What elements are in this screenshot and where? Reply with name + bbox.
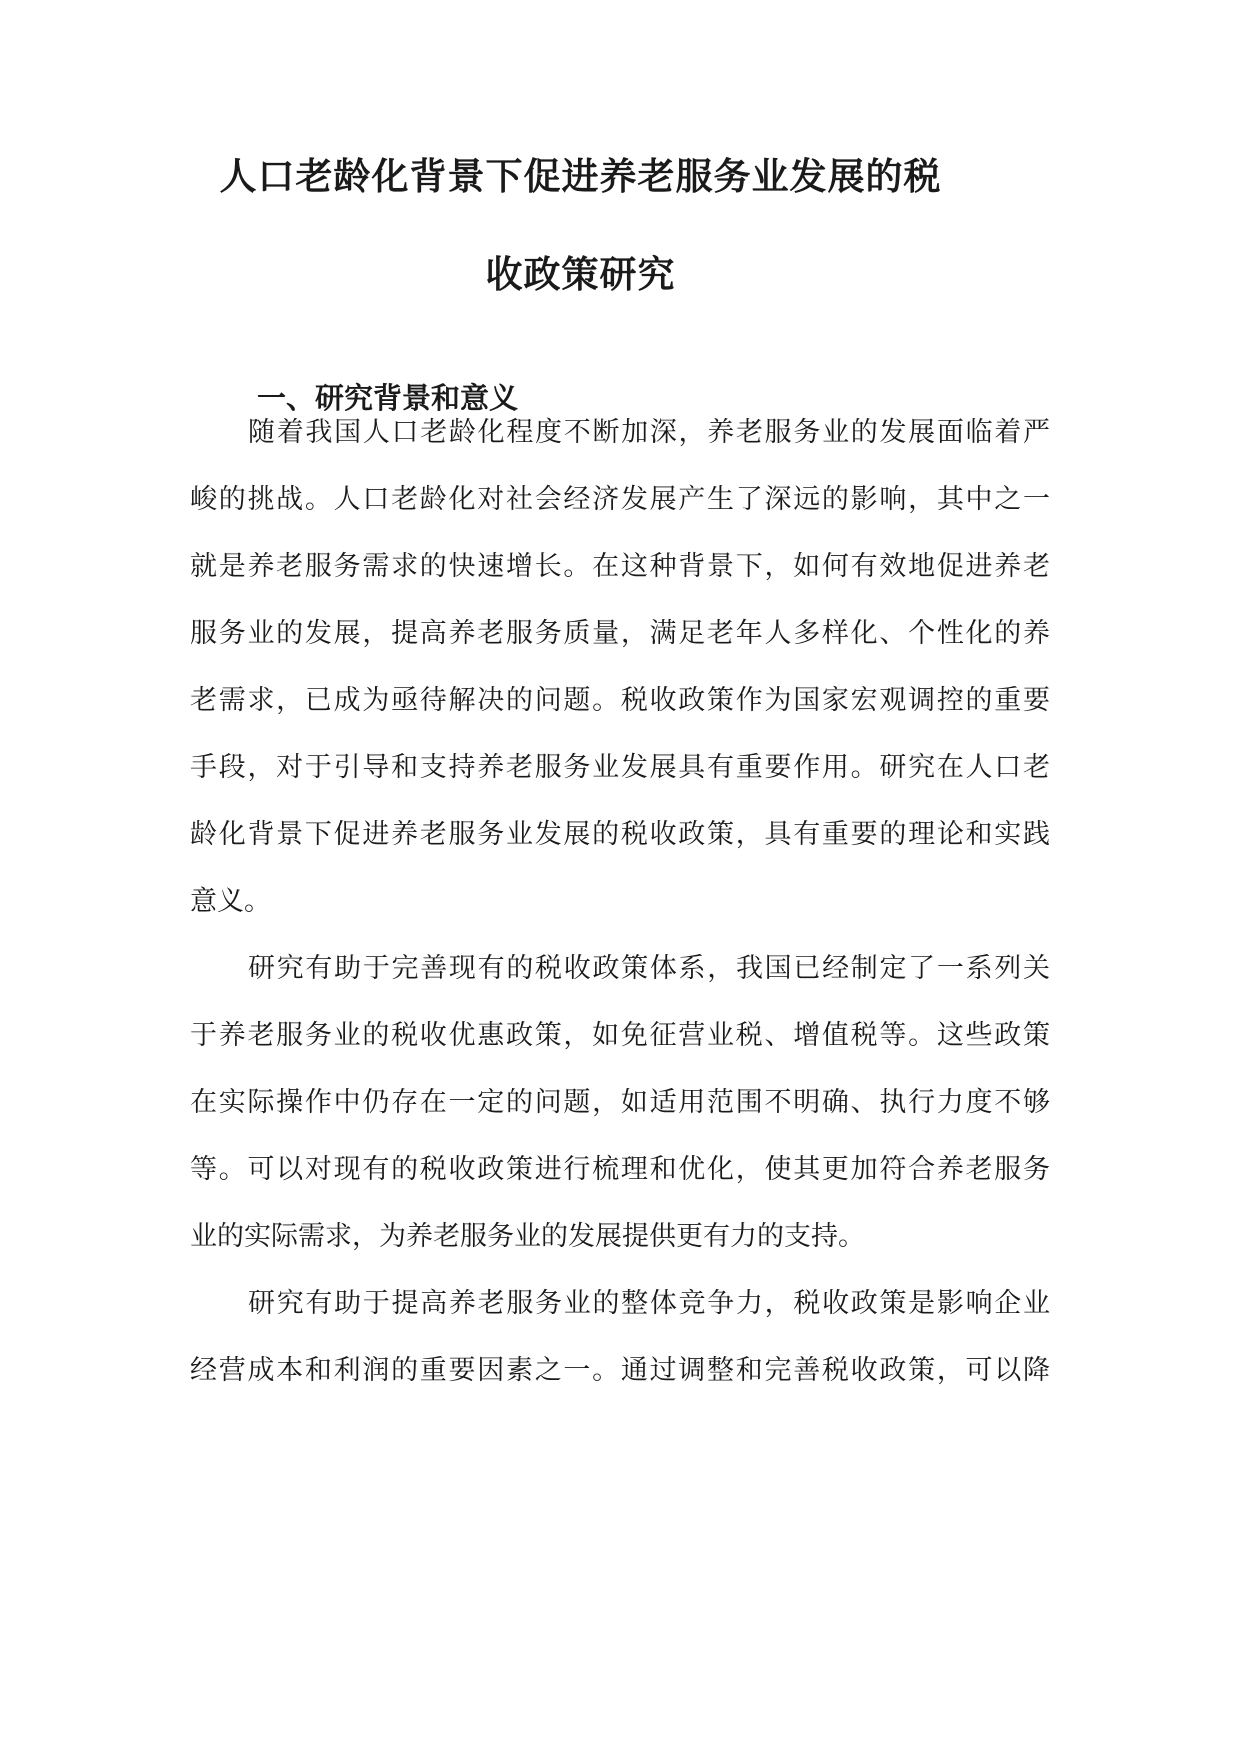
paragraph-1-line-7: 龄化背景下促进养老服务业发展的税收政策，具有重要的理论和实践: [190, 819, 1050, 850]
document-title-line-1: 人口老龄化背景下促进养老服务业发展的税: [219, 155, 942, 198]
document-title-line-2: 收政策研究: [485, 253, 676, 296]
paragraph-2-line-5: 业的实际需求，为养老服务业的发展提供更有力的支持。: [190, 1221, 865, 1252]
paragraph-1-line-5: 老需求，已成为亟待解决的问题。税收政策作为国家宏观调控的重要: [190, 685, 1050, 716]
paragraph-1-line-8: 意义。: [190, 886, 271, 917]
paragraph-1-line-4: 服务业的发展，提高养老服务质量，满足老年人多样化、个性化的养: [190, 618, 1050, 649]
paragraph-1-line-3: 就是养老服务需求的快速增长。在这种背景下，如何有效地促进养老: [190, 551, 1050, 582]
section-heading: 一、研究背景和意义: [257, 381, 519, 415]
paragraph-3-line-1: 研究有助于提高养老服务业的整体竞争力，税收政策是影响企业: [248, 1288, 1050, 1319]
paragraph-1-line-1: 随着我国人口老龄化程度不断加深，养老服务业的发展面临着严: [248, 417, 1050, 448]
paragraph-2-line-2: 于养老服务业的税收优惠政策，如免征营业税、增值税等。这些政策: [190, 1020, 1050, 1051]
paragraph-2-line-3: 在实际操作中仍存在一定的问题，如适用范围不明确、执行力度不够: [190, 1087, 1050, 1118]
paragraph-3-line-2: 经营成本和利润的重要因素之一。通过调整和完善税收政策，可以降: [190, 1355, 1050, 1386]
paragraph-2-line-1: 研究有助于完善现有的税收政策体系，我国已经制定了一系列关: [248, 953, 1050, 984]
paragraph-1-line-2: 峻的挑战。人口老龄化对社会经济发展产生了深远的影响，其中之一: [190, 484, 1050, 515]
paragraph-1-line-6: 手段，对于引导和支持养老服务业发展具有重要作用。研究在人口老: [190, 752, 1050, 783]
paragraph-2-line-4: 等。可以对现有的税收政策进行梳理和优化，使其更加符合养老服务: [190, 1154, 1050, 1185]
